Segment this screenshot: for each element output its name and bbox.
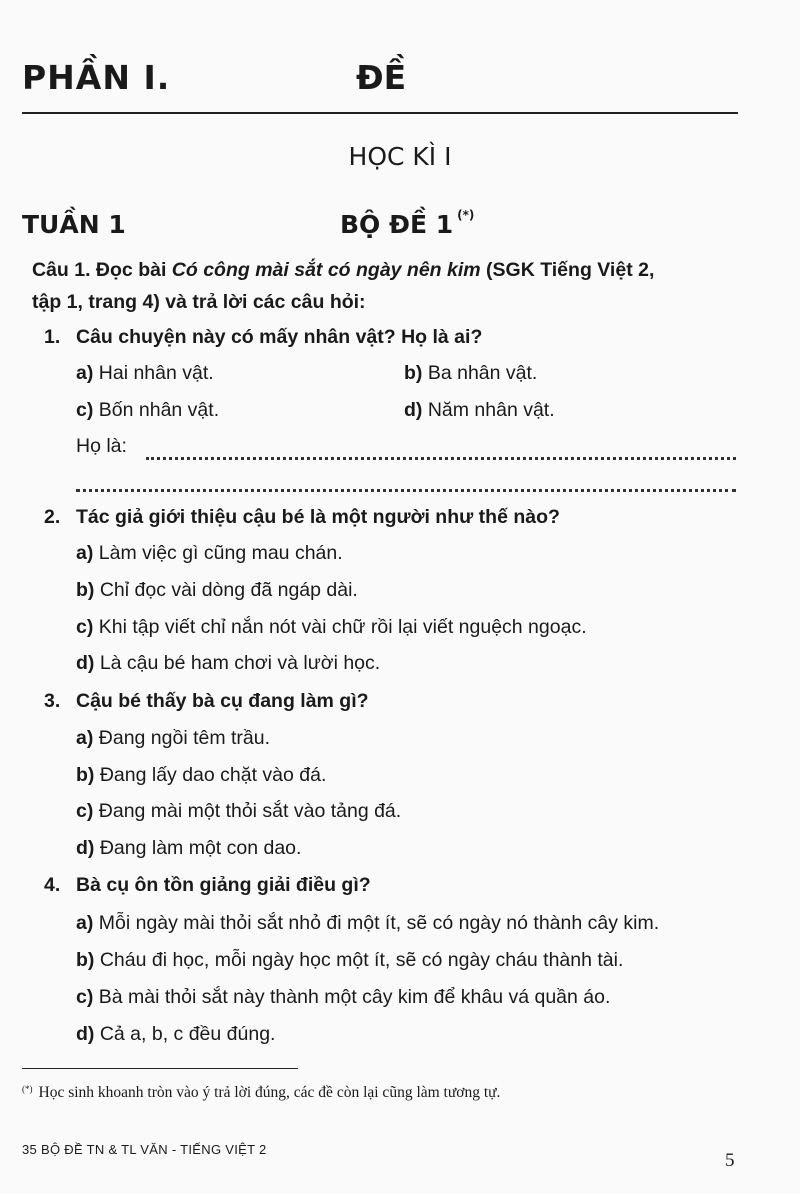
answer-option — [404, 399, 555, 422]
section-title: ĐỀ — [356, 58, 407, 97]
answer-option — [76, 764, 326, 787]
option-letter: b) — [76, 764, 95, 786]
option-text: Chỉ đọc vài dòng đã ngáp dài. — [99, 579, 358, 601]
option-letter: c) — [76, 986, 94, 1008]
question-intro — [32, 254, 654, 318]
option-letter: a) — [76, 542, 94, 564]
option-letter: d) — [76, 837, 95, 859]
option-letter: a) — [76, 362, 94, 384]
set-title: BỘ ĐỀ 1 — [340, 210, 454, 239]
answer-option — [76, 579, 358, 602]
page-number: 5 — [725, 1150, 735, 1171]
answer-option — [76, 1023, 275, 1046]
option-text: Ba nhân vật. — [427, 362, 538, 384]
option-text: Khi tập viết chỉ nắn nót vài chữ rồi lại viết nguệch ngoạc. — [98, 616, 587, 638]
story-title: Có công mài sắt có ngày nên kim — [171, 259, 481, 281]
answer-line[interactable] — [146, 457, 736, 460]
answer-option — [76, 912, 659, 935]
option-text: Mỗi ngày mài thỏi sắt nhỏ đi một ít, sẽ có ngày nó thành cây kim. — [98, 912, 660, 934]
intro-line-2: tập 1, trang 4) và trả lời các câu hỏi: — [32, 291, 366, 313]
question-text: Bà cụ ôn tồn giảng giải điều gì? — [76, 874, 371, 896]
question-number: 4. — [44, 874, 61, 896]
option-letter: a) — [76, 727, 94, 749]
footnote-text: Học sinh khoanh tròn vào ý trả lời đúng, các đề còn lại cũng làm tương tự. — [38, 1084, 501, 1101]
option-text: Năm nhân vật. — [427, 399, 555, 421]
option-text: Đang làm một con dao. — [99, 837, 302, 859]
option-text: Đang mài một thỏi sắt vào tảng đá. — [98, 800, 402, 822]
answer-option — [76, 652, 380, 675]
option-letter: c) — [76, 399, 94, 421]
option-text: Cháu đi học, mỗi ngày học một ít, sẽ có ngày cháu thành tài. — [99, 949, 624, 971]
set-heading — [340, 210, 474, 239]
option-text: Đang lấy dao chặt vào đá. — [99, 764, 327, 786]
footnote-divider — [22, 1068, 298, 1069]
header-divider — [22, 112, 738, 114]
option-letter: b) — [76, 579, 95, 601]
answer-option — [76, 362, 214, 385]
option-text: Bốn nhân vật. — [98, 399, 220, 421]
set-footnote-mark: (*) — [457, 208, 475, 222]
part-heading: PHẦN I. — [22, 58, 171, 97]
option-letter: d) — [404, 399, 423, 421]
option-letter: c) — [76, 800, 94, 822]
answer-option — [76, 837, 301, 860]
option-letter: d) — [76, 1023, 95, 1045]
semester-heading: HỌC KÌ I — [348, 142, 452, 171]
answer-option — [76, 949, 623, 972]
option-text: Là cậu bé ham chơi và lười học. — [99, 652, 381, 674]
option-text: Đang ngồi têm trầu. — [98, 727, 271, 749]
answer-option — [76, 800, 401, 823]
answer-option — [76, 542, 343, 565]
option-letter: c) — [76, 616, 94, 638]
week-label: TUẦN 1 — [22, 210, 126, 239]
intro-lead: Câu 1. Đọc bài — [32, 259, 172, 281]
question-text: Cậu bé thấy bà cụ đang làm gì? — [76, 690, 369, 712]
question-number: 1. — [44, 326, 61, 348]
option-text: Hai nhân vật. — [98, 362, 214, 384]
question-number: 3. — [44, 690, 61, 712]
option-text: Cả a, b, c đều đúng. — [99, 1023, 276, 1045]
answer-option — [76, 399, 219, 422]
option-text: Bà mài thỏi sắt này thành một cây kim để khâu vá quần áo. — [98, 986, 611, 1008]
footnote-mark: (*) — [22, 1084, 33, 1094]
footnote — [22, 1084, 500, 1102]
book-title-footer: 35 BỘ ĐỀ TN & TL VĂN - TIẾNG VIỆT 2 — [22, 1142, 267, 1157]
answer-option — [404, 362, 537, 385]
answer-option — [76, 986, 610, 1009]
option-letter: b) — [404, 362, 423, 384]
question-number: 2. — [44, 506, 61, 528]
option-letter: a) — [76, 912, 94, 934]
option-letter: b) — [76, 949, 95, 971]
intro-tail: (SGK Tiếng Việt 2, — [480, 259, 655, 281]
answer-label: Họ là: — [76, 435, 127, 457]
answer-option — [76, 727, 270, 750]
option-letter: d) — [76, 652, 95, 674]
answer-option — [76, 616, 587, 639]
question-text: Tác giả giới thiệu cậu bé là một người như thế nào? — [76, 506, 560, 528]
answer-line[interactable] — [76, 489, 736, 492]
option-text: Làm việc gì cũng mau chán. — [98, 542, 343, 564]
question-text: Câu chuyện này có mấy nhân vật? Họ là ai? — [76, 326, 483, 348]
